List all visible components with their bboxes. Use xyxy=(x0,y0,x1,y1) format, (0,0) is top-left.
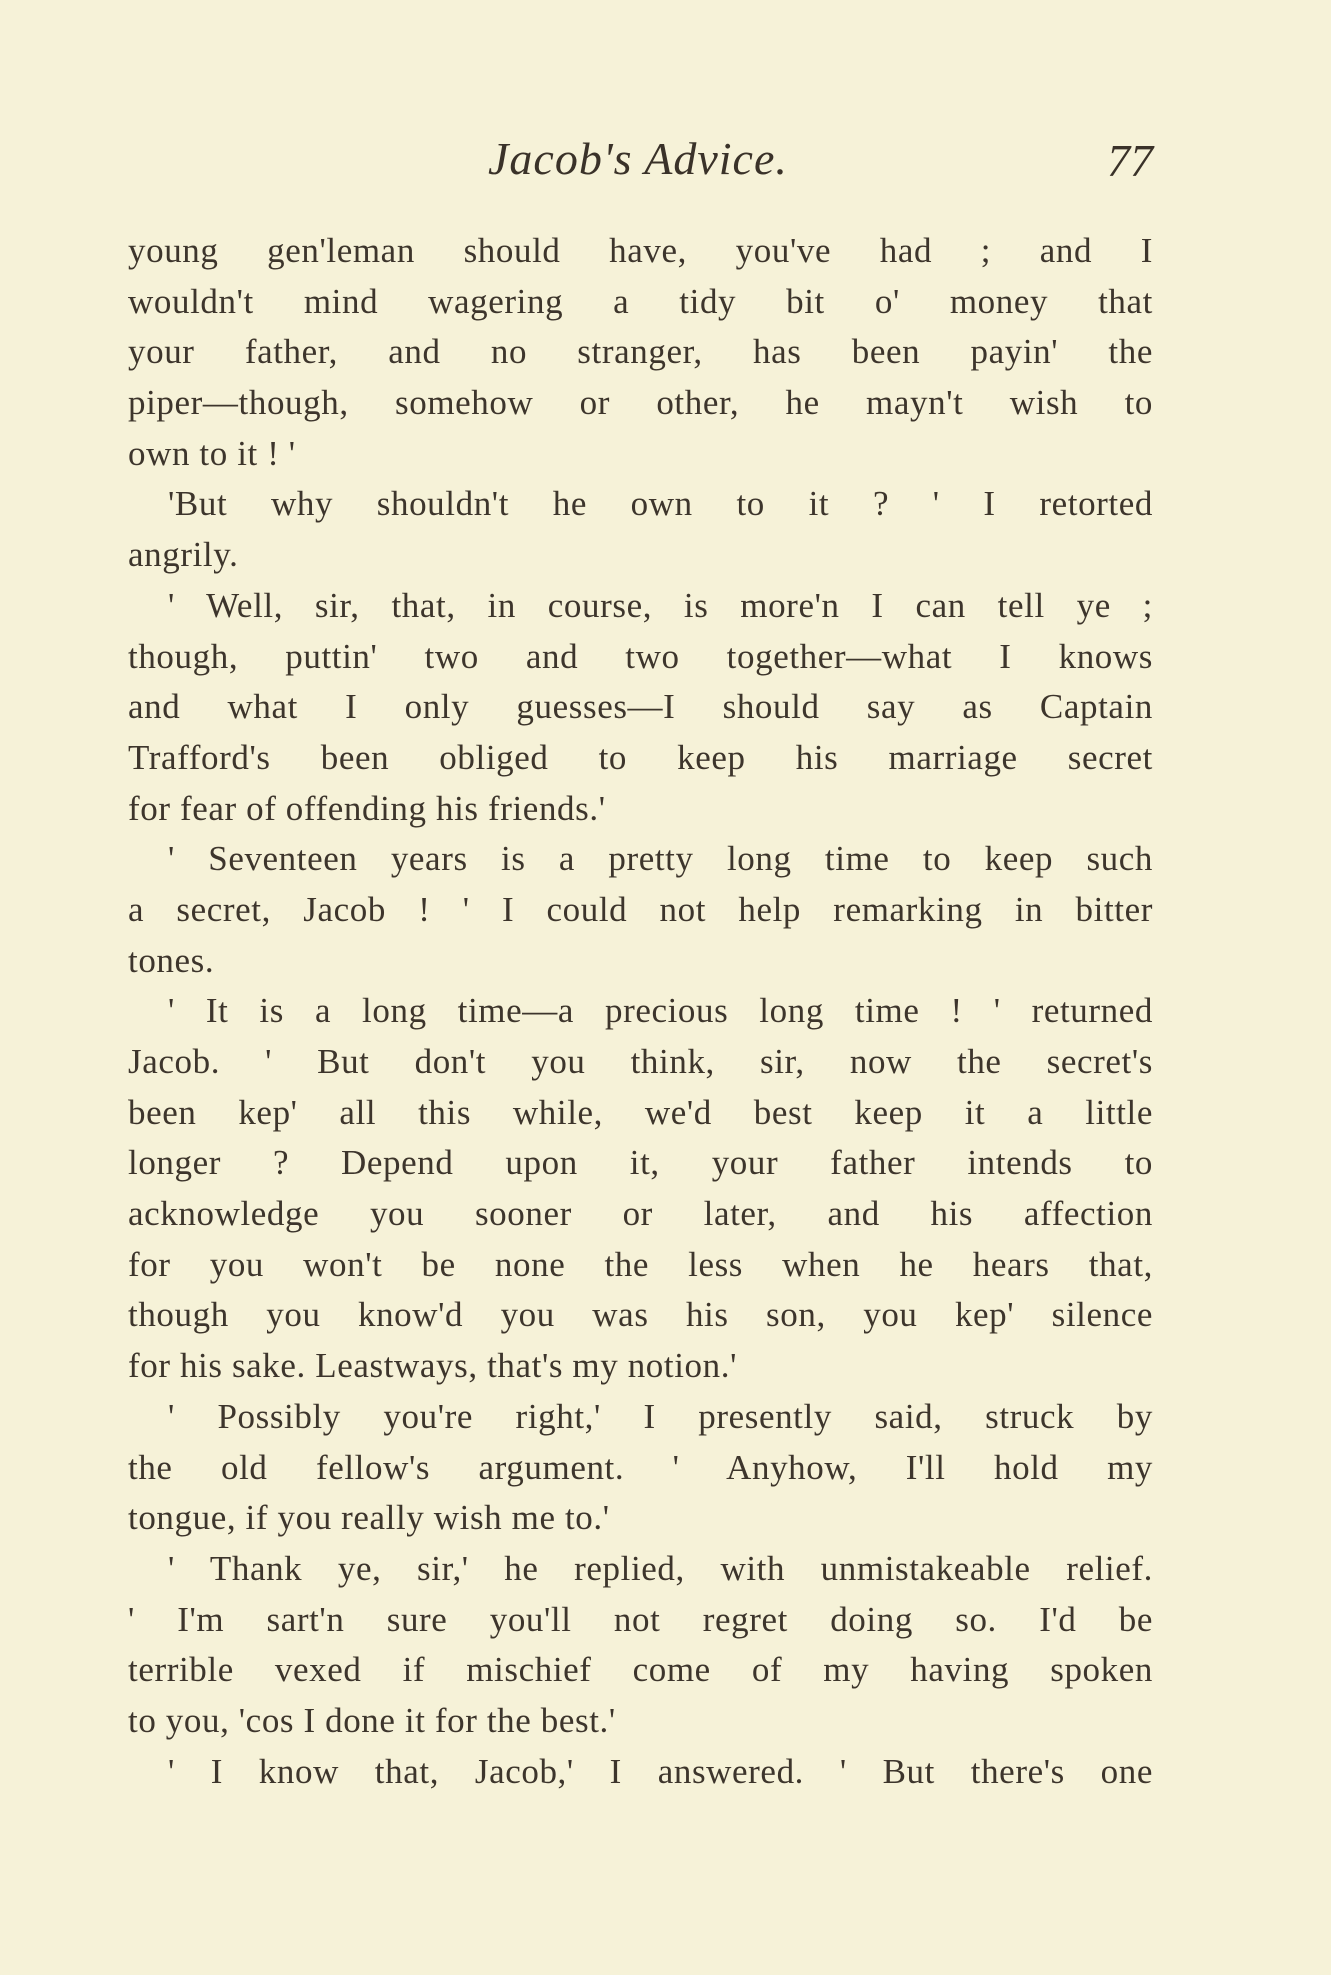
text-line: ' I know that, Jacob,' I answered. ' But there's one xyxy=(168,1751,1153,1791)
text-line: longer ? Depend upon it, your father intends to xyxy=(128,1143,1153,1183)
running-head xyxy=(128,132,1153,202)
text-line: tongue, if you really wish me to.' xyxy=(128,1498,610,1538)
text-line: angrily. xyxy=(128,535,239,575)
text-line: ' It is a long time—a precious long time ! ' returned xyxy=(168,991,1153,1031)
text-line: a secret, Jacob ! ' I could not help remarking in bitter xyxy=(128,889,1153,929)
text-line: been kep' all this while, we'd best keep it a little xyxy=(128,1092,1153,1132)
text-line: for fear of offending his friends.' xyxy=(128,788,606,828)
text-line: the old fellow's argument. ' Anyhow, I'll hold my xyxy=(128,1447,1153,1487)
text-line: to you, 'cos I done it for the best.' xyxy=(128,1700,616,1740)
text-line: though, puttin' two and two together—what I knows xyxy=(128,636,1153,676)
text-line: 'But why shouldn't he own to it ? ' I retorted xyxy=(168,484,1153,524)
text-line: own to it ! ' xyxy=(128,433,296,473)
text-line: terrible vexed if mischief come of my having spoken xyxy=(128,1650,1153,1690)
text-line: young gen'leman should have, you've had ; and I xyxy=(128,231,1153,270)
text-line: ' Well, sir, that, in course, is more'n I can tell ye ; xyxy=(168,585,1153,625)
text-line: for his sake. Leastways, that's my notion.' xyxy=(128,1346,738,1386)
text-line: tones. xyxy=(128,940,215,980)
text-line: Jacob. ' But don't you think, sir, now the secret's xyxy=(128,1042,1153,1081)
text-line: ' I'm sart'n sure you'll not regret doing so. I'd be xyxy=(128,1599,1153,1639)
text-line: for you won't be none the less when he hears that, xyxy=(128,1244,1153,1284)
text-line: acknowledge you sooner or later, and his affection xyxy=(128,1194,1153,1234)
text-line: Trafford's been obliged to keep his marriage secret xyxy=(128,737,1153,777)
text-line: ' Possibly you're right,' I presently said, struck by xyxy=(168,1396,1153,1436)
page-number: 77 xyxy=(1107,135,1153,186)
text-line: your father, and no stranger, has been payin' the xyxy=(128,332,1153,372)
text-line: ' Thank ye, sir,' he replied, with unmistakeable relief. xyxy=(168,1548,1153,1588)
text-line: wouldn't mind wagering a tidy bit o' money that xyxy=(128,281,1153,321)
running-title: Jacob's Advice. xyxy=(488,133,788,184)
text-line: ' Seventeen years is a pretty long time to keep such xyxy=(168,839,1153,879)
text-line: piper—though, somehow or other, he mayn't wish to xyxy=(128,383,1153,423)
text-line: though you know'd you was his son, you kep' silence xyxy=(128,1295,1153,1335)
body-text xyxy=(128,226,1153,1797)
text-line: and what I only guesses—I should say as Captain xyxy=(128,687,1153,727)
